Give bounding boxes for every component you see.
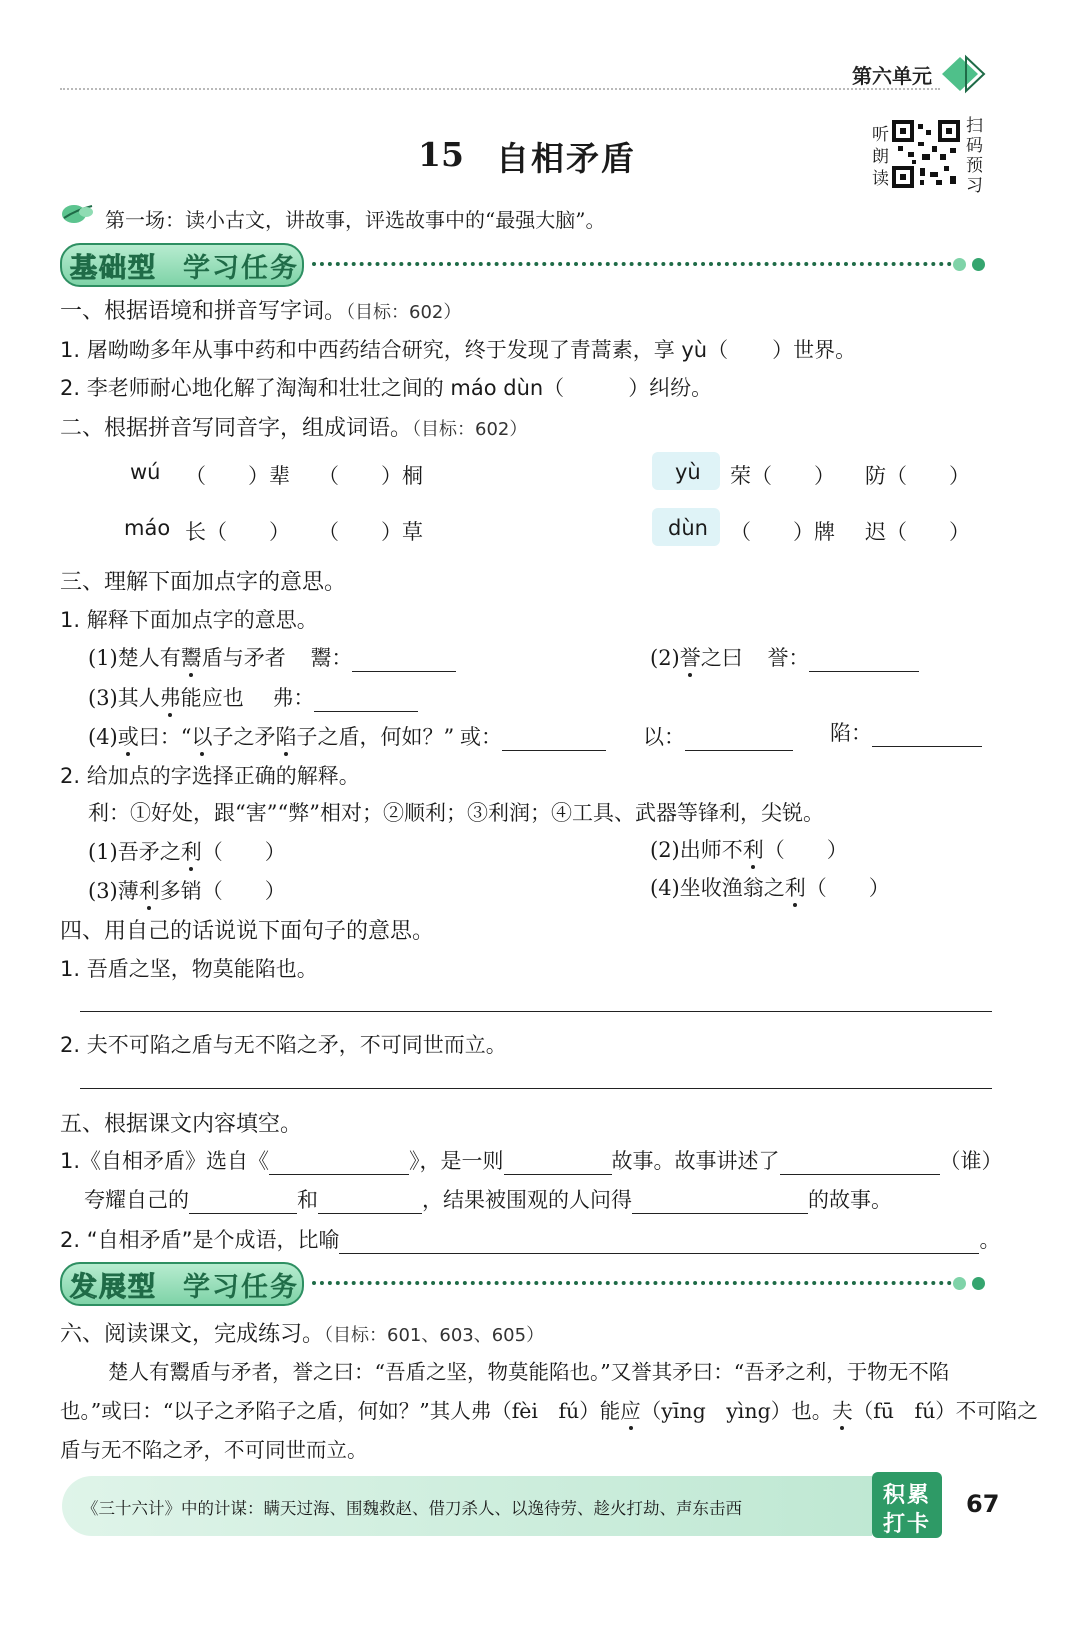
s3-choice-4[interactable] xyxy=(650,872,890,902)
s3-c4-post: （ ） xyxy=(805,876,890,900)
s3-c3-pre: (3)薄 xyxy=(88,879,139,903)
s5-q1-g: ，结果被围观的人问得 xyxy=(422,1188,632,1212)
page-number: 67 xyxy=(966,1490,1000,1518)
s3-i4-blank-3[interactable] xyxy=(872,724,982,747)
s3-i4-post: 子之盾，何如？” xyxy=(296,725,455,749)
s3-item-2 xyxy=(650,642,919,672)
basic-task-dot-1 xyxy=(953,258,966,271)
s5-q1-blank-2[interactable] xyxy=(504,1152,612,1175)
s6-p2-c: （fū fú）不可陷之 xyxy=(852,1399,1038,1423)
s5-q1-c: 故事。故事讲述了 xyxy=(611,1149,780,1173)
s3-i4-l1: 或： xyxy=(460,725,502,749)
basic-task-label-b: 学习任务 xyxy=(183,253,299,284)
s5-q1-b: 》，是一则 xyxy=(409,1149,504,1173)
s5-q1-a: 1.《自相矛盾》选自《 xyxy=(60,1149,270,1173)
s3-i3-label: 弗： xyxy=(272,686,315,710)
s3-c2-post: （ ） xyxy=(763,838,848,862)
s1-q1-post: ）世界。 xyxy=(772,338,857,362)
s4-q1: 1. 吾盾之坚，物莫能陷也。 xyxy=(60,957,318,981)
s3-i4-dot1: 或 xyxy=(117,725,139,749)
s3-i4-pre: (4) xyxy=(88,725,118,749)
basic-task-dots xyxy=(312,262,952,266)
s1-q2-pre: 2. 李老师耐心地化解了淘淘和壮壮之间的 máo dùn（ xyxy=(60,376,565,400)
s3-i4-field-3 xyxy=(830,717,982,747)
s3-item-1 xyxy=(88,642,456,672)
develop-task-label-a: 发展型 xyxy=(70,1272,157,1303)
s5-q1-line1 xyxy=(60,1145,1003,1175)
s6-p2-b: （yīng yìng）也。 xyxy=(640,1399,833,1423)
s3-i3-pre: (3)其人 xyxy=(88,686,160,710)
develop-task-label-b: 学习任务 xyxy=(183,1272,299,1303)
leaf-icon xyxy=(60,200,96,228)
basic-task-dot-2 xyxy=(972,258,985,271)
s5-q1-line2 xyxy=(84,1184,892,1214)
s3-item-3 xyxy=(88,682,418,712)
s2-r2-a[interactable]: 长（ ） xyxy=(185,520,290,544)
s5-q2-a: 2. “自相矛盾”是个成语，比喻 xyxy=(60,1228,340,1252)
s3-i1-dot: 鬻 xyxy=(180,646,202,670)
s5-q1-f: 和 xyxy=(297,1188,318,1212)
s1-q2 xyxy=(60,372,712,402)
intro-text: 第一场：读小古文，讲故事，评选故事中的“最强大脑”。 xyxy=(105,208,606,232)
s3-i2-post: 之曰 xyxy=(700,646,743,670)
s3-i4-blank-2[interactable] xyxy=(685,728,793,751)
s2-target: （目标：602） xyxy=(412,419,528,440)
s5-q2-blank[interactable] xyxy=(339,1231,979,1254)
footer-note: 《三十六计》中的计谋：瞒天过海、围魏救赵、借刀杀人、以逸待劳、趁火打劫、声东击西 xyxy=(82,1499,742,1518)
s3-i4-blank-1[interactable] xyxy=(502,728,606,751)
s3-i1-pre: (1)楚人有 xyxy=(88,646,181,670)
s2-r1-py1: wú xyxy=(130,460,161,484)
s3-c1-dot: 利 xyxy=(180,840,202,864)
s3-i1-blank[interactable] xyxy=(352,649,456,672)
s3-choice-2[interactable] xyxy=(650,834,848,864)
s3-i1-post: 盾与矛者 xyxy=(201,646,286,670)
s5-q1-blank-1[interactable] xyxy=(269,1152,409,1175)
footer-badge-label-1: 积累 xyxy=(883,1483,932,1508)
s3-c4-dot: 利 xyxy=(784,876,806,900)
s3-i4-field-2 xyxy=(643,721,793,751)
basic-task-label-a: 基础型 xyxy=(70,253,157,284)
s3-i4-dot3: 陷 xyxy=(275,725,297,749)
s3-i4-l2: 以： xyxy=(643,725,685,749)
s3-c2-pre: (2)出师不 xyxy=(650,838,743,862)
s3-c2-dot: 利 xyxy=(742,838,764,862)
s3-i2-pre: (2) xyxy=(650,646,680,670)
s3-i2-dot: 誉 xyxy=(679,646,701,670)
s3-i3-blank[interactable] xyxy=(314,689,418,712)
develop-task-dots xyxy=(312,1281,952,1285)
s6-title xyxy=(60,1317,544,1348)
s3-i4-field-1 xyxy=(460,721,606,751)
s3-i1-label: 鬻： xyxy=(310,646,353,670)
s6-p1: 楚人有鬻盾与矛者，誉之曰：“吾盾之坚，物莫能陷也。”又誉其矛曰：“吾矛之利，于物无不陷 xyxy=(108,1360,950,1384)
s3-choice-1[interactable] xyxy=(88,836,286,866)
s5-q1-blank-6[interactable] xyxy=(632,1191,808,1214)
s3-c3-post: 多销（ ） xyxy=(159,879,286,903)
s3-li-def: 利：①好处，跟“害”“弊”相对；②顺利；③利润；④工具、武器等锋利，尖锐。 xyxy=(88,801,824,825)
s4-q1-answer-line[interactable] xyxy=(80,1011,992,1012)
s4-title: 四、用自己的话说说下面句子的意思。 xyxy=(60,919,435,944)
s1-title xyxy=(60,294,461,325)
unit-diamond-icon xyxy=(940,54,986,94)
s3-i4-l3: 陷： xyxy=(830,721,872,745)
qr-right-label: 扫码预习 xyxy=(966,116,983,196)
s6-p2-a: 也。”或曰：“以子之矛陷子之盾，何如？”其人弗（fèi fú）能 xyxy=(60,1399,621,1423)
s4-q2: 2. 夫不可陷之盾与无不陷之矛，不可同世而立。 xyxy=(60,1033,507,1057)
s1-q2-post: ）纠纷。 xyxy=(628,376,713,400)
s6-p2-dot2: 夫 xyxy=(832,1399,853,1423)
s3-item-4 xyxy=(88,721,454,751)
s5-title: 五、根据课文内容填空。 xyxy=(60,1112,303,1137)
s6-p2-dot1: 应 xyxy=(620,1399,641,1423)
s3-i2-blank[interactable] xyxy=(809,649,919,672)
s2-r2-b[interactable]: （ ）草 xyxy=(318,520,423,544)
s2-r2-d[interactable]: 迟（ ） xyxy=(865,520,970,544)
s2-r2-py1: máo xyxy=(124,516,171,540)
s3-c4-pre: (4)坐收渔翁之 xyxy=(650,876,785,900)
s3-i2-label: 誉： xyxy=(767,646,810,670)
s6-p2 xyxy=(60,1394,1038,1424)
develop-task-dot-1 xyxy=(953,1277,966,1290)
s3-c1-pre: (1)吾矛之 xyxy=(88,840,181,864)
s1-target: （目标：602） xyxy=(346,302,462,323)
s2-r2-c[interactable]: （ ）牌 xyxy=(730,520,835,544)
lesson-number: 15 xyxy=(418,135,464,174)
develop-task-dot-2 xyxy=(972,1277,985,1290)
s5-q1-blank-4[interactable] xyxy=(189,1191,297,1214)
s4-q2-answer-line[interactable] xyxy=(80,1088,992,1089)
s6-target: （目标：601、603、605） xyxy=(324,1325,545,1346)
s5-q2-end: 。 xyxy=(979,1228,1001,1252)
s3-i3-post: 能应也 xyxy=(180,686,244,710)
footer-badge-label-2: 打卡 xyxy=(883,1512,932,1537)
s3-choice-3[interactable] xyxy=(88,875,286,905)
s1-q1 xyxy=(60,334,856,364)
s2-title-text: 二、根据拼音写同音字，组成词语。 xyxy=(60,416,413,441)
s2-r1-py2: yù xyxy=(675,460,701,484)
s1-q1-pre: 1. 屠呦呦多年从事中药和中西药结合研究，终于发现了青蒿素，享 yù（ xyxy=(60,338,729,362)
s5-q1-h: 的故事。 xyxy=(808,1188,892,1212)
s2-title xyxy=(60,411,527,442)
s3-i4-mid1: 曰：“ xyxy=(138,725,192,749)
s2-r1-b[interactable]: （ ）桐 xyxy=(318,464,423,488)
unit-label: 第六单元 xyxy=(852,64,932,88)
s2-r1-d[interactable]: 防（ ） xyxy=(865,464,970,488)
s5-q1-blank-3[interactable] xyxy=(780,1152,940,1175)
s3-i4-mid2: 子之矛 xyxy=(212,725,276,749)
qr-code-icon[interactable] xyxy=(892,120,960,188)
s3-q1: 1. 解释下面加点字的意思。 xyxy=(60,608,318,632)
page-title: 自相矛盾 xyxy=(496,139,636,178)
s3-c3-dot: 利 xyxy=(138,879,160,903)
s2-r2-py2: dùn xyxy=(668,516,708,540)
s2-r1-c[interactable]: 荣（ ） xyxy=(730,464,835,488)
s3-q2: 2. 给加点的字选择正确的解释。 xyxy=(60,764,360,788)
s5-q1-blank-5[interactable] xyxy=(318,1191,422,1214)
s3-title: 三、理解下面加点字的意思。 xyxy=(60,570,347,595)
s3-i4-dot2: 以 xyxy=(191,725,213,749)
s3-i3-dot: 弗 xyxy=(159,686,181,710)
s6-title-text: 六、阅读课文，完成练习。 xyxy=(60,1322,325,1347)
qr-left-label: 听朗读 xyxy=(872,125,889,189)
s6-p3: 盾与无不陷之矛，不可同世而立。 xyxy=(60,1438,368,1462)
s2-r1-a[interactable]: （ ）辈 xyxy=(185,464,290,488)
s1-title-text: 一、根据语境和拼音写字词。 xyxy=(60,299,347,324)
s5-q2 xyxy=(60,1224,1000,1254)
s5-q1-e: 夸耀自己的 xyxy=(84,1188,189,1212)
s5-q1-d: （谁） xyxy=(939,1149,1003,1173)
s3-c1-post: （ ） xyxy=(201,840,286,864)
header-dotted-rule xyxy=(60,88,940,90)
